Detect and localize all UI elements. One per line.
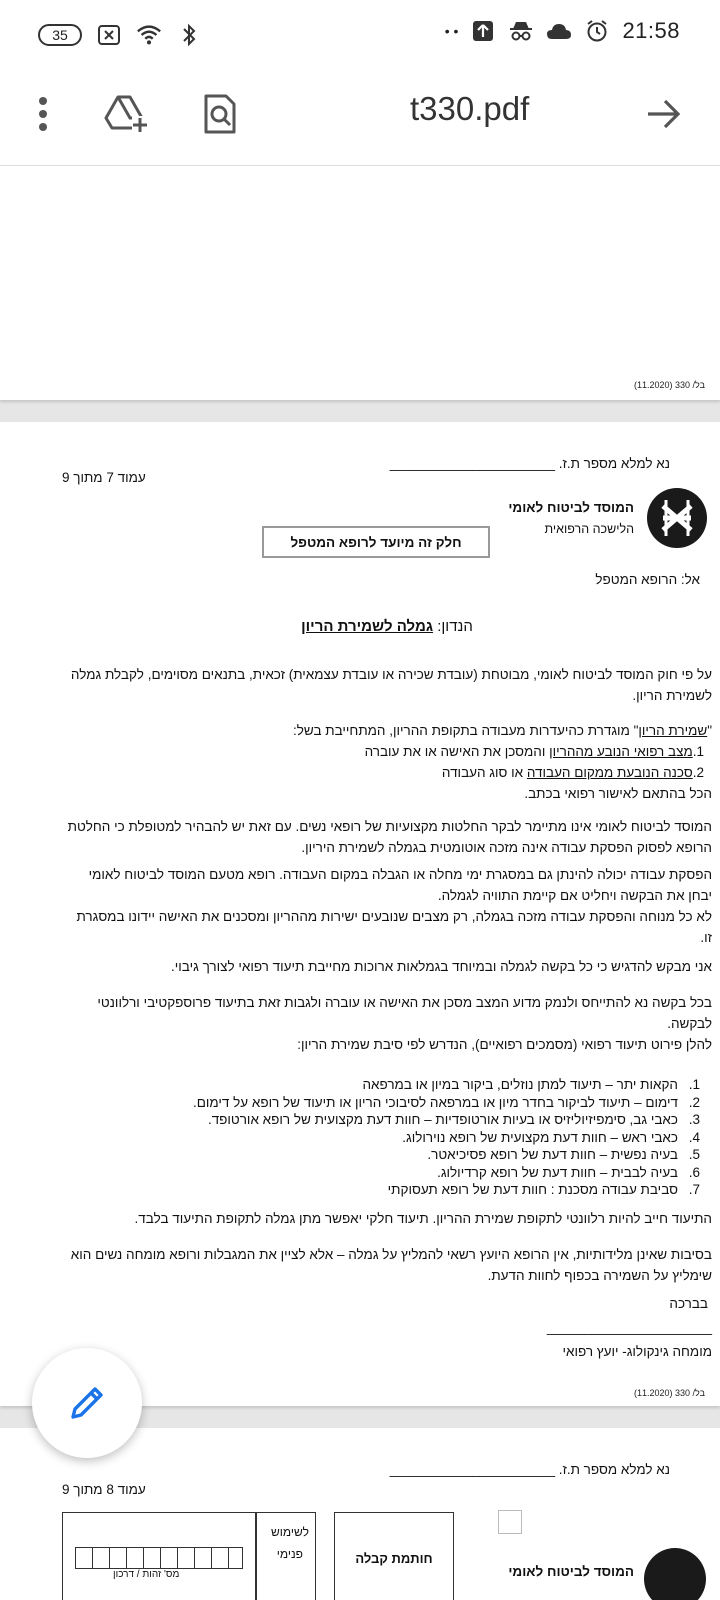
signature-line: ______________________ [546, 1320, 712, 1335]
internal-use-label: לשימוש [271, 1525, 309, 1539]
arrow-forward-icon [646, 98, 682, 130]
definition-term: שמירת הריון [638, 723, 708, 738]
pdf-page-6 [0, 166, 720, 400]
paragraph-9: בסיבות שאינן מלידותיות, אין הרופא היועץ רשאי להמליץ על גמלה – אלא לציין את המגבלות ורופא מומחה נשים הוא שימליץ על השמירה בכפוף לחוות הדעת. [70, 1247, 712, 1283]
add-to-drive-button[interactable] [98, 86, 154, 142]
org-name: המוסד לביטוח לאומי [508, 1564, 634, 1579]
definition-text: " מוגדרת כהיעדרות מעבודה בתקופת ההריון, המתחייבת בשל: [292, 723, 639, 738]
battery-indicator: 35 [38, 24, 82, 46]
list-item: 4.כאבי ראש – חוות דעת מקצועית של רופא נוירולוג. [402, 1129, 700, 1145]
checkbox-placeholder [498, 1510, 522, 1534]
page-footer: בל/ 330 (11.2020) [633, 1388, 705, 1398]
id-digit-boxes [75, 1547, 243, 1569]
list-item: 6.בעיה לבבית – חוות דעת של רופא קרדיולוג. [437, 1164, 700, 1180]
written-approval-line: הכל בהתאם לאישור רפואי בכתב. [524, 786, 712, 801]
definition-item-1 [62, 741, 712, 762]
list-item: 3.כאבי גב, סימפיזיוליזיס או בעיות אורטופדיות – חוות דעת מקצועית של רופא אורטופד. [207, 1112, 700, 1127]
definition-item-2 [62, 762, 712, 783]
bluetooth-icon [176, 22, 202, 48]
sim-off-icon [96, 22, 122, 48]
edit-fab-button[interactable] [32, 1348, 142, 1458]
addressee: אל: הרופא המטפל [595, 572, 700, 587]
paragraph-2: המוסד לביטוח לאומי אינו מתיימר לבקר החלטות מקצועיות של רופאי נשים. עם זאת יש להבהיר למטופלת כי החלטת הרופא לפסוק הפסקת עבודה אינה מזכה אוטומטית בגמלה לשמירת היריון. [67, 819, 712, 855]
find-in-page-icon [203, 93, 237, 135]
definition-line: "שמירת הריון" מוגדרת כהיעדרות מעבודה בתקופת ההריון, המתחייבת בשל: [292, 723, 712, 738]
subject-label: הנדון: [437, 618, 473, 635]
upload-icon [470, 18, 496, 44]
item-text: והמסכן את האישה או את עוברה [364, 744, 550, 759]
more-vert-icon [38, 96, 48, 132]
add-to-drive-icon [104, 94, 148, 134]
file-name-title: t330.pdf [410, 90, 530, 127]
list-item: 2.דימום – תיעוד לביקור בחדר מיון או במרפאה לסיבוכי הריון או תיעוד של רופא על דימום. [192, 1094, 700, 1110]
incognito-icon [508, 18, 534, 44]
item-text: או סוג העבודה [441, 765, 527, 780]
wifi-icon [136, 22, 162, 48]
org-department: הלישכה הרפואית [544, 522, 634, 536]
paragraph-4: לא כל מנוחה והפסקת עבודה מזכה בגמלה, רק מצבים שנובעים ישירות מההריון ומסכנים את האישה יידונו במסגרת זו. [76, 909, 712, 945]
receipt-stamp-label: חותמת קבלה [355, 1551, 433, 1566]
cloud-icon [546, 18, 572, 44]
list-item: 5.בעיה נפשית – חוות דעת של רופא פסיכיאטר. [427, 1147, 700, 1162]
item-underlined: מצב רפואי הנובע מההריון [549, 744, 693, 759]
alarm-icon [584, 18, 610, 44]
org-name: המוסד לביטוח לאומי [508, 500, 634, 515]
subject-title: גמלה לשמירת הריון [301, 618, 434, 635]
list-item: 7.סביבת עבודה מסכנת : חוות דעת של רופא תעסוקתי [387, 1182, 700, 1197]
more-options-button[interactable] [15, 86, 71, 142]
internal-use-label: פנימי [276, 1547, 303, 1561]
nii-logo [646, 484, 708, 552]
pdf-viewer-toolbar [0, 68, 720, 166]
paragraph-1: על פי חוק המוסד לביטוח לאומי, מבוטחת (עובדת שכירה או עובדת עצמאית) זכאית, בתנאים מסוימים, לקבלת גמלה לשמירת הריון. [70, 667, 712, 703]
search-in-file-button[interactable] [192, 86, 248, 142]
id-number-prompt: נא למלא מספר ת.ז. ______________________ [389, 456, 670, 471]
nii-logo [644, 1548, 706, 1600]
id-number-prompt: נא למלא מספר ת.ז. ______________________ [389, 1462, 670, 1477]
internal-use-box [62, 1512, 316, 1600]
item-number: 1. [692, 744, 704, 759]
clock-time: 21:58 [622, 18, 680, 43]
notification-dots: • • [444, 23, 459, 39]
page-number: עמוד 8 מתוך 9 [62, 1482, 146, 1497]
subject-line [62, 618, 712, 635]
page-number: עמוד 7 מתוך 9 [62, 470, 146, 485]
paragraph-7: להלן פירוט תיעוד רפואי (מסמכים רפואיים), הנדרש לפי סיבת שמירת הריון: [297, 1037, 712, 1052]
receipt-stamp-box [334, 1512, 454, 1600]
pencil-icon [67, 1383, 107, 1423]
item-underlined: סכנה הנובעת ממקום העבודה [526, 765, 693, 780]
forward-arrow-button[interactable] [636, 86, 692, 142]
status-bar [0, 0, 720, 68]
id-caption: מס' זהות / דרכון [113, 1569, 180, 1580]
paragraph-5: אני מבקש להדגיש כי כל בקשה לגמלה ובמיוחד בגמלאות ארוכות מחייבת תיעוד רפואי לצורך גיבוי. [171, 959, 712, 974]
list-item: 1.הקאות יתר – תיעוד למתן נוזלים, ביקור במיון או במרפאה [362, 1077, 700, 1092]
nii-logo-icon [646, 484, 708, 552]
paragraph-8: התיעוד חייב להיות רלוונטי לתקופת שמירת ההריון. תיעוד חלקי יאפשר מתן גמלה לתקופת התיעוד בלבד. [134, 1211, 712, 1226]
signer-title: מומחה גינקולוג- יועץ רפואי [562, 1344, 712, 1359]
page-footer: בל/ 330 (11.2020) [633, 380, 705, 390]
paragraph-3: הפסקת עבודה יכולה להינתן גם במסגרת ימי מחלה או הגבלה במקום העבודה. רופא מטעם המוסד לביטוח לאומי יבחן את הבקשה ויחליט אם קיימת התוויה לגמלה. [88, 867, 712, 903]
doctor-section-box: חלק זה מיועד לרופא המטפל [262, 526, 490, 558]
required-docs-list [100, 1076, 700, 1199]
pdf-page-7 [0, 422, 720, 1406]
item-number: 2. [692, 765, 704, 780]
regards: בברכה [669, 1296, 708, 1311]
paragraph-6: בכל בקשה נא להתייחס ולנמק מדוע המצב מסכן את האישה או עוברה ולגבות זאת בתיעוד פרוספקטיבי ורלוונטי לבקשה. [97, 995, 712, 1031]
